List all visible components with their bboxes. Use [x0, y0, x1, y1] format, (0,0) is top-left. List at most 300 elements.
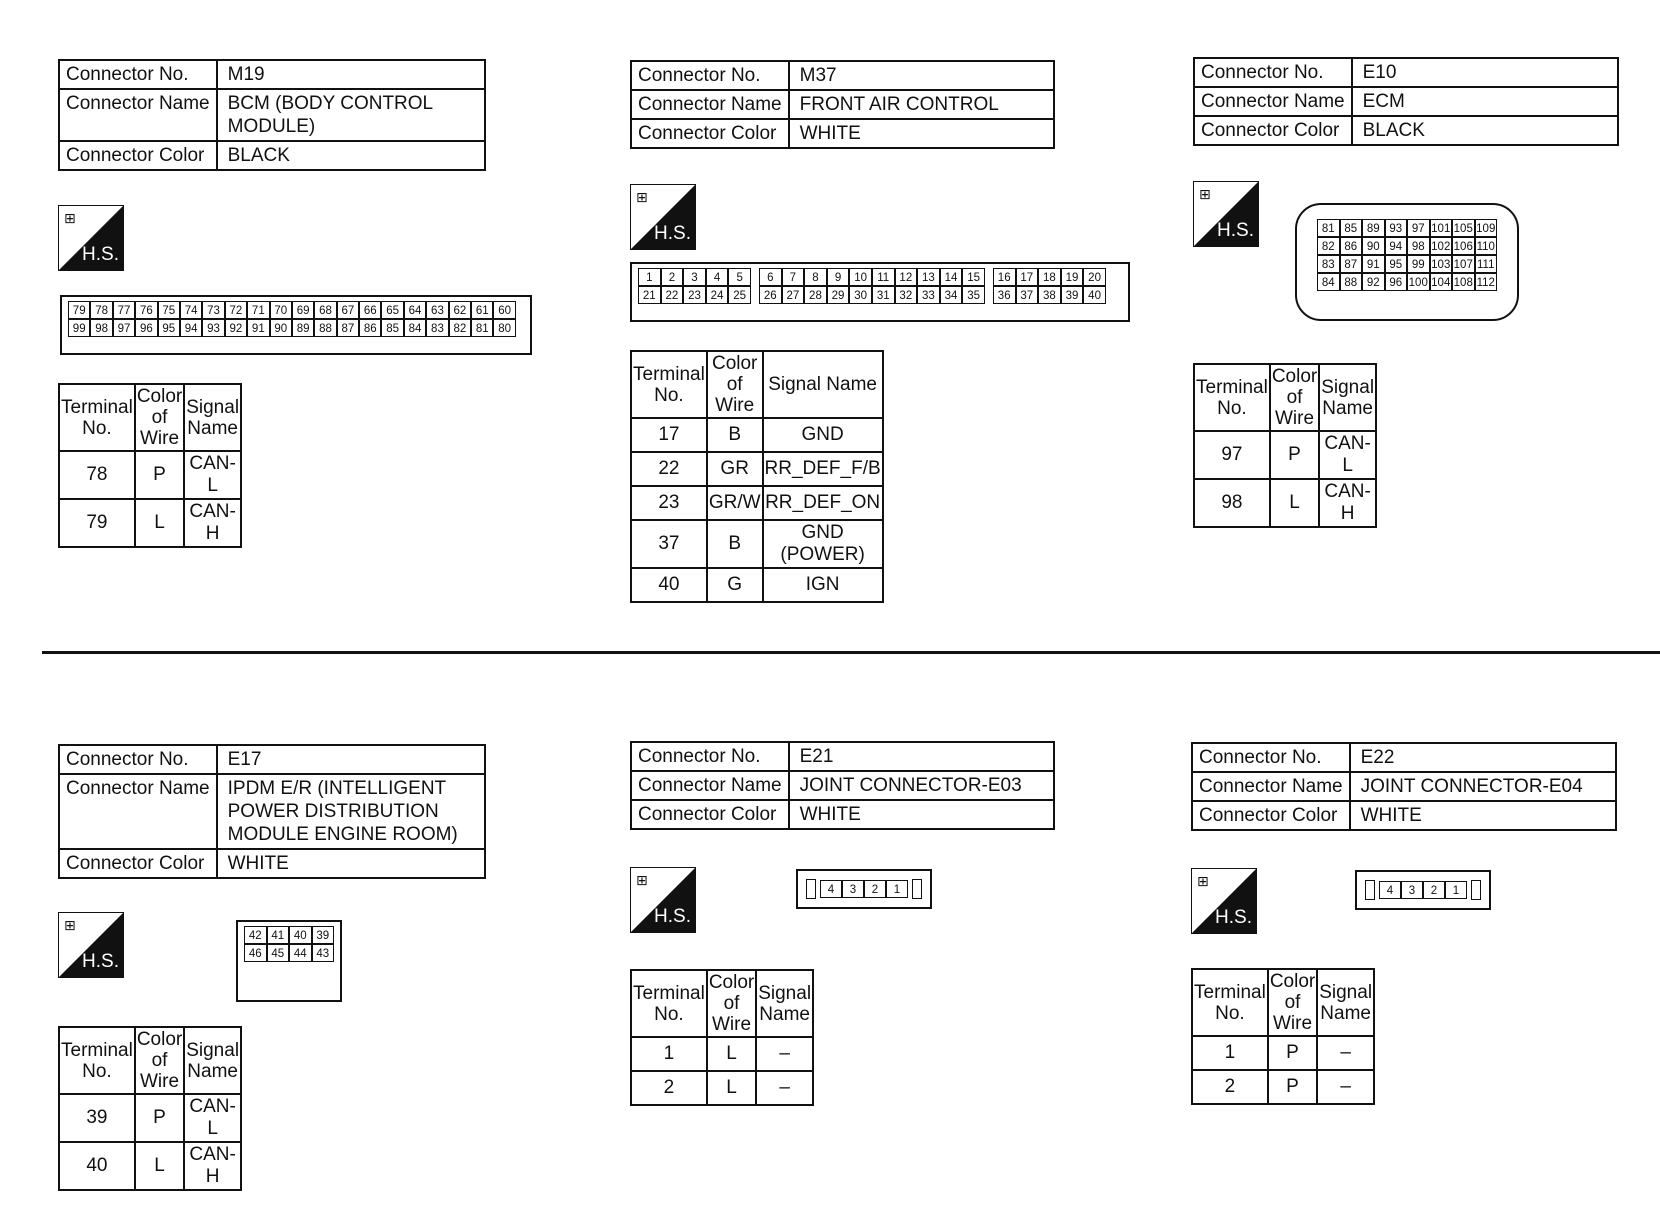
connector-name-row: [59, 89, 485, 141]
wire-color: B: [707, 418, 763, 452]
wire-color: B: [707, 520, 763, 568]
terminal-no-header: Terminal No.: [631, 970, 707, 1037]
pin-111: 111: [1475, 255, 1498, 273]
pin-62: 62: [449, 301, 471, 319]
pin-42: 42: [244, 926, 267, 944]
terminal-no: 40: [631, 568, 707, 602]
connector-color-value: [1350, 801, 1616, 830]
terminal-no-header: Terminal No.: [59, 1027, 135, 1094]
pin-95: 95: [158, 319, 180, 337]
wire-color: P: [1270, 431, 1319, 479]
pin-93: 93: [1385, 219, 1408, 237]
latch-end: [806, 879, 816, 899]
signal-name: GND: [763, 418, 883, 452]
connector-no-value: [1352, 58, 1618, 87]
signal-table-header: [1194, 364, 1376, 431]
pin-74: 74: [180, 301, 202, 319]
pin-27: 27: [782, 286, 805, 304]
color-of-wire-header: [135, 1027, 184, 1094]
wire-color: P: [135, 1094, 184, 1142]
connector-name-row: [1192, 772, 1616, 801]
pin-73: 73: [202, 301, 224, 319]
signal-table-e17: [58, 1026, 242, 1191]
pin-87: 87: [1340, 255, 1363, 273]
table-row: [59, 499, 241, 547]
pin-91: 91: [1362, 255, 1385, 273]
connector-no-value: [789, 61, 1054, 90]
pin-110: 110: [1475, 237, 1498, 255]
terminal-no-header: Terminal No.: [1194, 364, 1270, 431]
terminal-no: 78: [59, 451, 135, 499]
color-of-wire-header: [707, 351, 763, 418]
wire-color: GR/W: [707, 486, 763, 520]
connector-color-row: [1194, 116, 1618, 145]
pin-4: 4: [706, 268, 729, 286]
connector-name-line: JOINT CONNECTOR-E04: [1360, 776, 1583, 797]
pin-98: 98: [90, 319, 112, 337]
pin-13: 13: [917, 268, 940, 286]
wire-color: L: [1270, 479, 1319, 527]
pin-row: [68, 319, 524, 337]
pin-26: 26: [759, 286, 782, 304]
pin-96: 96: [135, 319, 157, 337]
terminal-no: 17: [631, 418, 707, 452]
pin-97: 97: [1407, 219, 1430, 237]
signal-table-header: [631, 351, 883, 418]
signal-table-header: [631, 970, 813, 1037]
pin-82: 82: [1317, 237, 1340, 255]
connector-name-row: [631, 771, 1054, 800]
signal-table-header: [59, 384, 241, 451]
pin-layout-e22: [1355, 870, 1491, 910]
wire-color: GR: [707, 452, 763, 486]
pin-3: 3: [1401, 881, 1423, 899]
wire-color: P: [1268, 1036, 1317, 1070]
pin-1: 1: [886, 880, 908, 898]
pin-9: 9: [827, 268, 850, 286]
signal-name: RR_DEF_ON: [763, 486, 883, 520]
connector-no-row: [631, 61, 1054, 90]
pin-4: 4: [820, 880, 842, 898]
pin-88: 88: [1340, 273, 1363, 291]
connector-name-value: [1352, 87, 1618, 116]
connector-no-row: [59, 60, 485, 89]
table-row: [631, 418, 883, 452]
table-row: [631, 1071, 813, 1105]
color-of-wire-line2: Wire: [1272, 1013, 1313, 1034]
terminal-no-header: Terminal No.: [59, 384, 135, 451]
connector-name-value: [217, 774, 485, 849]
connector-no-value: [217, 745, 485, 774]
connector-color-value: [789, 119, 1054, 148]
connector-name-label: Connector Name: [59, 774, 217, 849]
connector-no-line: E21: [799, 746, 834, 767]
connector-name-line: JOINT CONNECTOR-E03: [799, 775, 1022, 796]
signal-name: IGN: [763, 568, 883, 602]
connector-color-row: [59, 141, 485, 170]
pin-83: 83: [1317, 255, 1340, 273]
signal-name: CAN-H: [184, 1142, 241, 1190]
pin-82: 82: [449, 319, 471, 337]
pin-103: 103: [1430, 255, 1453, 273]
pin-layout-e21: [796, 869, 932, 909]
connector-info-table: [630, 60, 1055, 149]
pin-3: 3: [842, 880, 864, 898]
signal-table-m19: [58, 383, 242, 548]
connector-no-row: [631, 742, 1054, 771]
pin-18: 18: [1038, 268, 1061, 286]
pin-81: 81: [471, 319, 493, 337]
terminal-no: 1: [1192, 1036, 1268, 1070]
color-of-wire-line1: Color of: [136, 1029, 183, 1071]
pin-1: 1: [638, 268, 661, 286]
hs-symbol-icon: [58, 205, 124, 271]
connector-color-row: [1192, 801, 1616, 830]
wire-color: L: [135, 499, 184, 547]
color-of-wire-header: [707, 970, 756, 1037]
pin-109: 109: [1475, 219, 1498, 237]
pin-gap: [751, 286, 759, 304]
signal-name: CAN-L: [1319, 431, 1376, 479]
connector-no-value: [1350, 743, 1616, 772]
pin-98: 98: [1407, 237, 1430, 255]
pin-61: 61: [471, 301, 493, 319]
connector-glyph-icon: ⊞: [636, 190, 648, 206]
pin-2: 2: [661, 268, 684, 286]
pin-99: 99: [1407, 255, 1430, 273]
pin-10: 10: [849, 268, 872, 286]
pin-45: 45: [267, 944, 290, 962]
pin-89: 89: [1362, 219, 1385, 237]
pin-14: 14: [940, 268, 963, 286]
pin-63: 63: [426, 301, 448, 319]
pin-15: 15: [962, 268, 985, 286]
pin-101: 101: [1430, 219, 1453, 237]
terminal-no-header: Terminal No.: [1192, 969, 1268, 1036]
connector-info-table: [1191, 742, 1617, 831]
hs-label: H.S.: [82, 244, 119, 265]
connector-name-row: [1194, 87, 1618, 116]
pin-83: 83: [426, 319, 448, 337]
pin-94: 94: [1385, 237, 1408, 255]
terminal-no: 1: [631, 1037, 707, 1071]
pin-25: 25: [728, 286, 751, 304]
connector-info-table: [630, 741, 1055, 830]
pin-112: 112: [1475, 273, 1498, 291]
pin-88: 88: [314, 319, 336, 337]
pin-row: [638, 268, 1122, 286]
pin-20: 20: [1083, 268, 1106, 286]
connector-name-value: [789, 90, 1054, 119]
pin-row: [244, 944, 334, 962]
pin-86: 86: [1340, 237, 1363, 255]
connector-name-value: [217, 89, 485, 141]
connector-glyph-icon: ⊞: [1197, 874, 1209, 890]
connector-no-row: [59, 745, 485, 774]
pin-gap: [985, 268, 993, 286]
pin-row: [1317, 237, 1497, 255]
signal-name: CAN-H: [184, 499, 241, 547]
connector-glyph-icon: ⊞: [64, 918, 76, 934]
signal-name: –: [756, 1071, 813, 1105]
wire-color: P: [135, 451, 184, 499]
pin-grid: [1379, 881, 1467, 899]
pin-40: 40: [1083, 286, 1106, 304]
pin-layout-m37: [630, 262, 1130, 322]
connector-color-label: Connector Color: [631, 119, 789, 148]
connector-name-line: IPDM E/R (INTELLIGENT: [227, 778, 447, 799]
wire-color: P: [1268, 1070, 1317, 1104]
pin-19: 19: [1061, 268, 1084, 286]
hs-label: H.S.: [82, 951, 119, 972]
color-of-wire-line1: Color of: [708, 972, 755, 1014]
table-row: [1192, 1070, 1374, 1104]
connector-color-value: [1352, 116, 1618, 145]
pin-36: 36: [993, 286, 1016, 304]
color-of-wire-line1: Color of: [711, 353, 758, 395]
connector-info-table: [58, 59, 486, 171]
connector-color-row: [59, 849, 485, 878]
signal-name: –: [1317, 1070, 1374, 1104]
color-of-wire-line1: Color of: [1271, 366, 1318, 408]
connector-name-line: BCM (BODY CONTROL: [227, 93, 434, 114]
connector-no-line: E17: [227, 749, 262, 770]
connector-no-line: M37: [799, 65, 837, 86]
terminal-no: 97: [1194, 431, 1270, 479]
signal-name-header: Signal Name: [184, 384, 241, 451]
terminal-no: 39: [59, 1094, 135, 1142]
signal-name: CAN-H: [1319, 479, 1376, 527]
signal-name: RR_DEF_F/B: [763, 452, 883, 486]
hs-symbol-icon: [630, 867, 696, 933]
pin-7: 7: [782, 268, 805, 286]
pin-79: 79: [68, 301, 90, 319]
color-of-wire-line1: Color of: [1269, 971, 1316, 1013]
pin-grid: [820, 880, 908, 898]
color-of-wire-line2: Wire: [715, 395, 755, 416]
pin-row: [68, 301, 524, 319]
connector-name-line: MODULE): [227, 116, 316, 137]
connector-no-value: [217, 60, 485, 89]
terminal-no: 23: [631, 486, 707, 520]
pin-75: 75: [158, 301, 180, 319]
connector-no-row: [1192, 743, 1616, 772]
connector-glyph-icon: ⊞: [1199, 187, 1211, 203]
pin-72: 72: [225, 301, 247, 319]
pin-102: 102: [1430, 237, 1453, 255]
pin-35: 35: [962, 286, 985, 304]
pin-104: 104: [1430, 273, 1453, 291]
color-of-wire-header: [135, 384, 184, 451]
pin-row: [1317, 219, 1497, 237]
signal-table-header: [1192, 969, 1374, 1036]
latch-end: [912, 879, 922, 899]
pin-layout-e10: [1295, 203, 1519, 321]
pin-84: 84: [1317, 273, 1340, 291]
connector-name-value: [789, 771, 1054, 800]
pin-30: 30: [849, 286, 872, 304]
connector-no-label: Connector No.: [1192, 743, 1350, 772]
pin-row: [638, 286, 1122, 304]
pin-5: 5: [728, 268, 751, 286]
pin-67: 67: [337, 301, 359, 319]
pin-grid: [638, 268, 1122, 304]
pin-76: 76: [135, 301, 157, 319]
pin-65: 65: [381, 301, 403, 319]
pin-17: 17: [1016, 268, 1039, 286]
pin-row: [1317, 273, 1497, 291]
connector-color-label: Connector Color: [59, 141, 217, 170]
color-of-wire-line1: Color of: [136, 386, 183, 428]
connector-name-row: [59, 774, 485, 849]
connector-glyph-icon: ⊞: [64, 211, 76, 227]
hs-label: H.S.: [1217, 220, 1254, 241]
table-row: [1194, 431, 1376, 479]
connector-name-label: Connector Name: [59, 89, 217, 141]
table-row: [631, 568, 883, 602]
wire-color: L: [135, 1142, 184, 1190]
pin-68: 68: [314, 301, 336, 319]
pin-77: 77: [113, 301, 135, 319]
hs-label: H.S.: [1215, 907, 1252, 928]
hs-symbol-icon: [58, 912, 124, 978]
table-row: [1194, 479, 1376, 527]
terminal-no: 2: [1192, 1070, 1268, 1104]
pin-107: 107: [1452, 255, 1475, 273]
hs-symbol-icon: [1193, 181, 1259, 247]
wire-color: L: [707, 1037, 756, 1071]
pin-89: 89: [292, 319, 314, 337]
pin-105: 105: [1452, 219, 1475, 237]
pin-71: 71: [247, 301, 269, 319]
table-row: [631, 520, 883, 568]
pin-96: 96: [1385, 273, 1408, 291]
color-of-wire-line2: Wire: [711, 1014, 752, 1035]
pin-39: 39: [312, 926, 335, 944]
pin-8: 8: [804, 268, 827, 286]
connector-name-value: [1350, 772, 1616, 801]
connector-info-table: [58, 744, 486, 879]
pin-100: 100: [1407, 273, 1430, 291]
pin-87: 87: [337, 319, 359, 337]
pin-24: 24: [706, 286, 729, 304]
pin-97: 97: [113, 319, 135, 337]
connector-color-line: BLACK: [227, 145, 290, 166]
pin-gap: [985, 286, 993, 304]
pin-85: 85: [1340, 219, 1363, 237]
pin-gap: [751, 268, 759, 286]
pin-93: 93: [202, 319, 224, 337]
table-row: [631, 486, 883, 520]
pin-grid: [244, 926, 334, 962]
signal-name: –: [756, 1037, 813, 1071]
connector-name-label: Connector Name: [1192, 772, 1350, 801]
hs-symbol-icon: [1191, 868, 1257, 934]
pin-row: [1317, 255, 1497, 273]
pin-86: 86: [359, 319, 381, 337]
pin-69: 69: [292, 301, 314, 319]
color-of-wire-header: [1268, 969, 1317, 1036]
pin-90: 90: [1362, 237, 1385, 255]
pin-grid: [1317, 219, 1497, 291]
pin-6: 6: [759, 268, 782, 286]
latch-end: [1365, 880, 1375, 900]
connector-color-label: Connector Color: [59, 849, 217, 878]
pin-12: 12: [895, 268, 918, 286]
pin-70: 70: [270, 301, 292, 319]
pin-16: 16: [993, 268, 1016, 286]
pin-40: 40: [289, 926, 312, 944]
pin-84: 84: [404, 319, 426, 337]
pin-39: 39: [1061, 286, 1084, 304]
pin-37: 37: [1016, 286, 1039, 304]
terminal-no: 40: [59, 1142, 135, 1190]
connector-no-line: E10: [1362, 62, 1397, 83]
connector-color-line: WHITE: [799, 804, 861, 825]
connector-no-label: Connector No.: [631, 61, 789, 90]
pin-41: 41: [267, 926, 290, 944]
pin-2: 2: [864, 880, 886, 898]
table-row: [59, 451, 241, 499]
pin-28: 28: [804, 286, 827, 304]
connector-no-label: Connector No.: [631, 742, 789, 771]
connector-name-line: POWER DISTRIBUTION: [227, 801, 439, 822]
table-row: [59, 1094, 241, 1142]
signal-table-m37: [630, 350, 884, 603]
pin-11: 11: [872, 268, 895, 286]
pin-33: 33: [917, 286, 940, 304]
signal-table-e22: [1191, 968, 1375, 1105]
pin-32: 32: [895, 286, 918, 304]
connector-name-label: Connector Name: [631, 90, 789, 119]
connector-no-line: M19: [227, 64, 265, 85]
pin-44: 44: [289, 944, 312, 962]
wire-color: L: [707, 1071, 756, 1105]
color-of-wire-line2: Wire: [139, 1071, 180, 1092]
signal-name: CAN-L: [184, 451, 241, 499]
connector-name-label: Connector Name: [1194, 87, 1352, 116]
pin-85: 85: [381, 319, 403, 337]
connector-name-line: ECM: [1362, 91, 1405, 112]
pin-92: 92: [225, 319, 247, 337]
pin-92: 92: [1362, 273, 1385, 291]
pin-4: 4: [1379, 881, 1401, 899]
pin-94: 94: [180, 319, 202, 337]
pin-46: 46: [244, 944, 267, 962]
section-divider: [42, 651, 1660, 654]
pin-row: [1379, 881, 1467, 899]
connector-color-value: [217, 141, 485, 170]
connector-name-label: Connector Name: [631, 771, 789, 800]
signal-name: –: [1317, 1036, 1374, 1070]
pin-66: 66: [359, 301, 381, 319]
signal-name: GND (POWER): [763, 520, 883, 568]
signal-name-header: Signal Name: [756, 970, 813, 1037]
pin-3: 3: [683, 268, 706, 286]
pin-38: 38: [1038, 286, 1061, 304]
pin-99: 99: [68, 319, 90, 337]
signal-table-e21: [630, 969, 814, 1106]
pin-60: 60: [493, 301, 515, 319]
color-of-wire-line2: Wire: [139, 428, 180, 449]
pin-23: 23: [683, 286, 706, 304]
table-row: [1192, 1036, 1374, 1070]
pin-95: 95: [1385, 255, 1408, 273]
pin-64: 64: [404, 301, 426, 319]
terminal-no: 37: [631, 520, 707, 568]
connector-color-label: Connector Color: [631, 800, 789, 829]
connector-glyph-icon: ⊞: [636, 873, 648, 889]
